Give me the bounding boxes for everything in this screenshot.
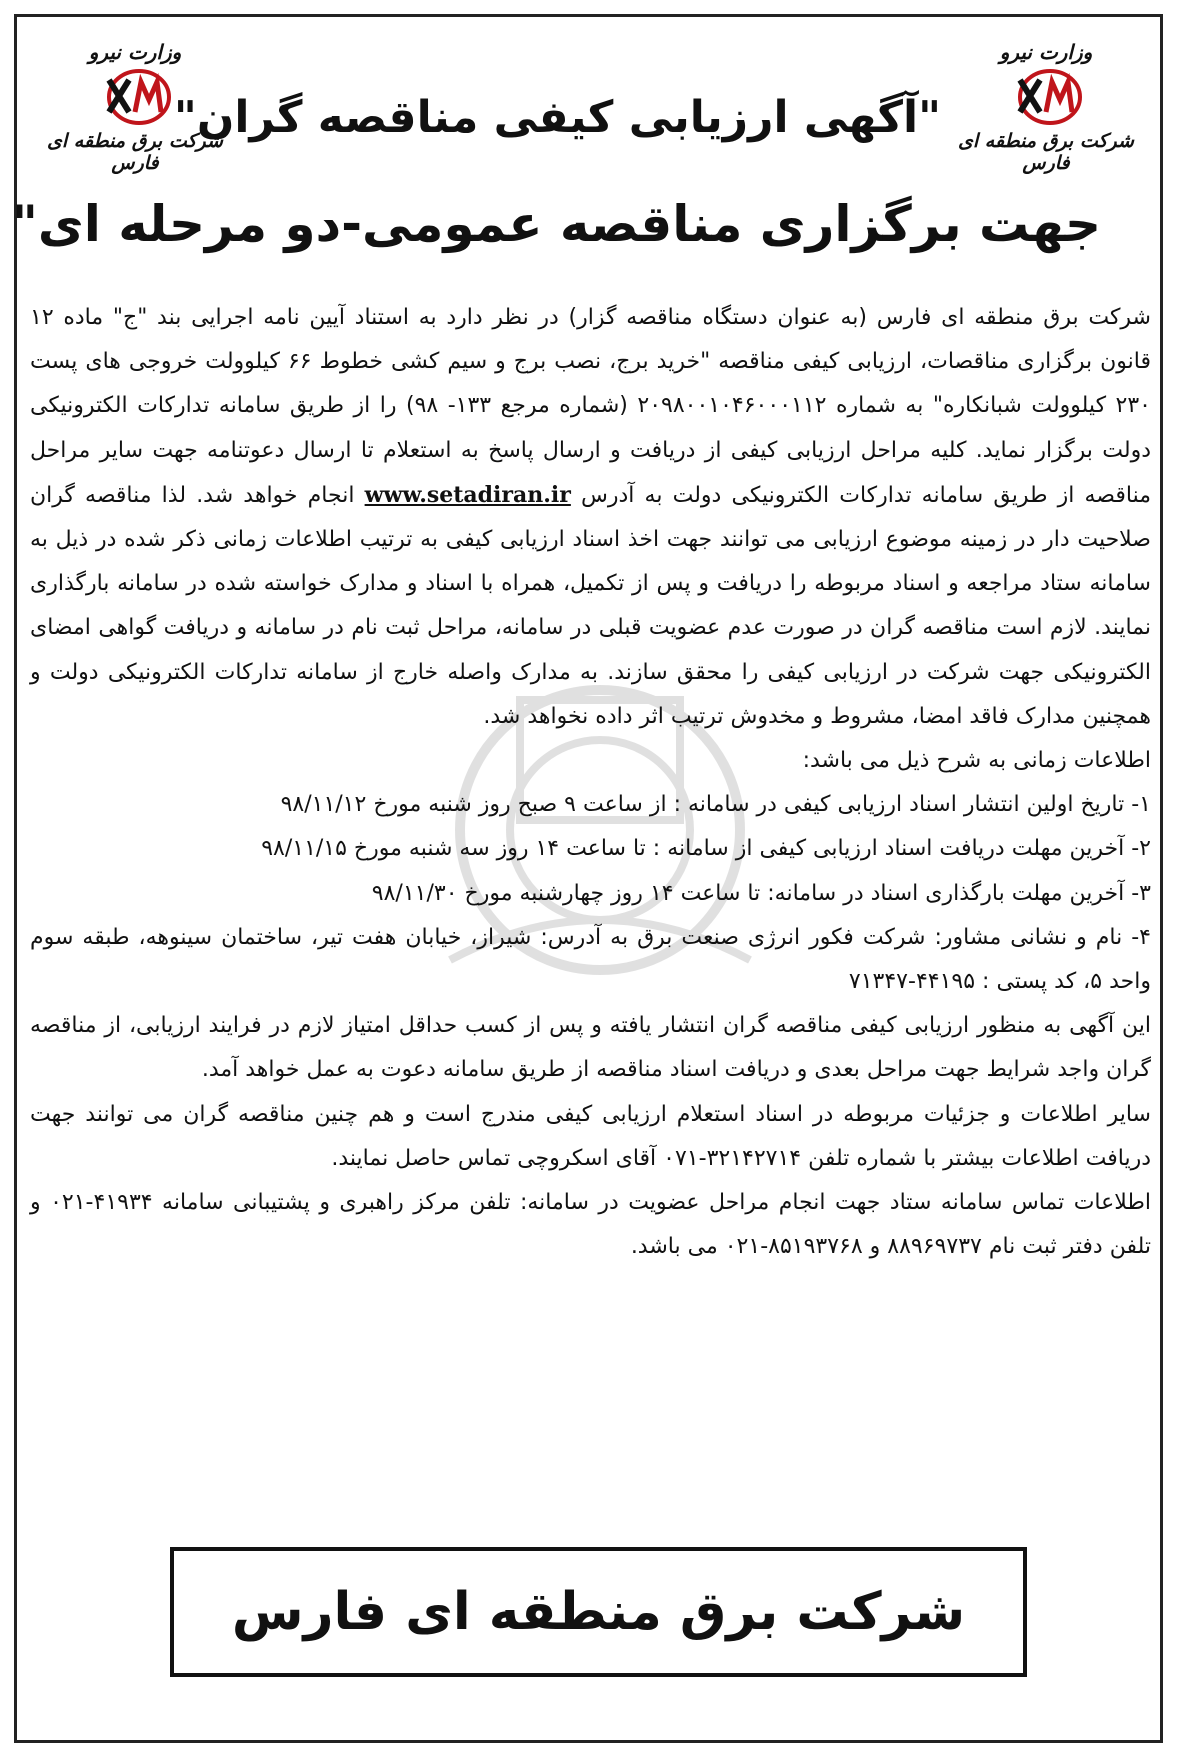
notice-subtitle: جهت برگزاری مناقصه عمومی-دو مرحله ای" [11, 195, 1101, 253]
notice-title: "آگهی ارزیابی کیفی مناقصه گران" [173, 92, 941, 143]
logo-company-text: شرکت برق منطقه ای فارس [47, 130, 223, 174]
logo-ministry-text: وزارت نیرو [999, 40, 1093, 64]
intro-text-part1: شرکت برق منطقه ای فارس (به عنوان دستگاه مناقصه گزار) در نظر دارد به استناد آیین نامه اجرایی بند "ج" ماده ۱۲ قانون برگزاری مناقصات، ارزیابی کیفی مناقصه "خرید برج، نصب برج و سیم کشی خطوط ۶۶ کیلوولت خروجی های پست ۲۳۰ کیلوولت شبانکاره" به شماره ۲۰۹۸۰۰۱۰۴۶۰۰۰۱۱۲ (شماره مرجع ۱۳۳- ۹۸) را از طریق سامانه تدارکات الکترونیکی دولت برگزار نماید. کلیه مراحل ارزیابی کیفی از دریافت و ارسال پاسخ به استعلام تا ارسال دعوتنامه جهت سایر مراحل مناقصه از طریق سامانه تدارکات الکترونیکی دولت به آدرس [30, 305, 1152, 508]
setad-contact-paragraph: اطلاعات تماس سامانه ستاد جهت انجام مراحل عضویت در سامانه: تلفن مرکز راهبری و پشتیبانی سامانه ۴۱۹۳۴-۰۲۱ و تلفن دفتر ثبت نام ۸۸۹۶۹۷۳۷ و ۸۵۱۹۳۷۶۸-۰۲۱ می باشد. [30, 1190, 1151, 1260]
schedule-item-1: ۱- تاریخ اولین انتشار اسناد ارزیابی کیفی در سامانه : از ساعت ۹ صبح روز شنبه مورخ ۹۸/۱۱/۱۲ [280, 792, 1151, 818]
setad-website-link[interactable]: www.setadiran.ir [364, 481, 571, 508]
logo-ministry-text: وزارت نیرو [88, 40, 182, 64]
footer-signature-box [170, 1547, 1027, 1677]
consultant-info: ۴- نام و نشانی مشاور: شرکت فکور انرژی صنعت برق به آدرس: شیراز، خیابان هفت تیر، ساختمان سینوهه، طبقه سوم واحد ۵، کد پستی : ۴۴۱۹۵-۷۱۳۴۷ [30, 924, 1151, 995]
schedule-item-3: ۳- آخرین مهلت بارگذاری اسناد در سامانه: تا ساعت ۱۴ روز چهارشنبه مورخ ۹۸/۱۱/۳۰ [371, 880, 1151, 906]
intro-text-part2: انجام خواهد شد. لذا مناقصه گران صلاحیت دار در زمینه موضوع ارزیابی می توانند جهت اخذ اسناد ارزیابی کیفی به ترتیب اطلاعات زمانی ذکر شده در ذیل به سامانه ستاد مراجعه و اسناد مربوطه را دریافت و پس از تکمیل، همراه با اسناد و مدارک خواسته شده در سامانه بارگذاری نمایند. لازم است مناقصه گران در صورت عدم عضویت قبلی در سامانه، مراحل ثبت نام در سامانه و دریافت گواهی امضای الکترونیکی جهت شرکت در ارزیابی کیفی را محقق سازند. به مدارک واصله خارج از سامانه تدارکات الکترونیکی دولت و همچنین مدارک فاقد امضا، مشروط و مخدوش ترتیب اثر داده نخواهد شد. [30, 482, 1151, 729]
intro-paragraph [30, 296, 1151, 739]
invitation-paragraph: این آگهی به منظور ارزیابی کیفی مناقصه گران انتشار یافته و پس از کسب حداقل امتیاز لازم در فرایند ارزیابی، از مناقصه گران واجد شرایط جهت مراحل بعدی و دریافت اسناد مناقصه از طریق سامانه دعوت به عمل خواهد آمد. [30, 1013, 1151, 1083]
power-emblem-icon [95, 66, 175, 128]
footer-company-name: شرکت برق منطقه ای فارس [231, 1582, 966, 1642]
schedule-item-2: ۲- آخرین مهلت دریافت اسناد ارزیابی کیفی از سامانه : تا ساعت ۱۴ روز سه شنبه مورخ ۹۸/۱۱/۱۵ [261, 836, 1151, 862]
company-logo-right [951, 40, 1141, 190]
notice-body [30, 296, 1151, 1269]
schedule-heading: اطلاعات زمانی به شرح ذیل می باشد: [802, 748, 1151, 774]
logo-company-text: شرکت برق منطقه ای فارس [958, 130, 1134, 174]
contact-paragraph: سایر اطلاعات و جزئیات مربوطه در اسناد استعلام ارزیابی کیفی مندرج است و هم چنین مناقصه گران می توانند جهت دریافت اطلاعات بیشتر با شماره تلفن ۳۲۱۴۲۷۱۴-۰۷۱ آقای اسکروچی تماس حاصل نمایند. [30, 1101, 1151, 1171]
power-emblem-icon [1006, 66, 1086, 128]
